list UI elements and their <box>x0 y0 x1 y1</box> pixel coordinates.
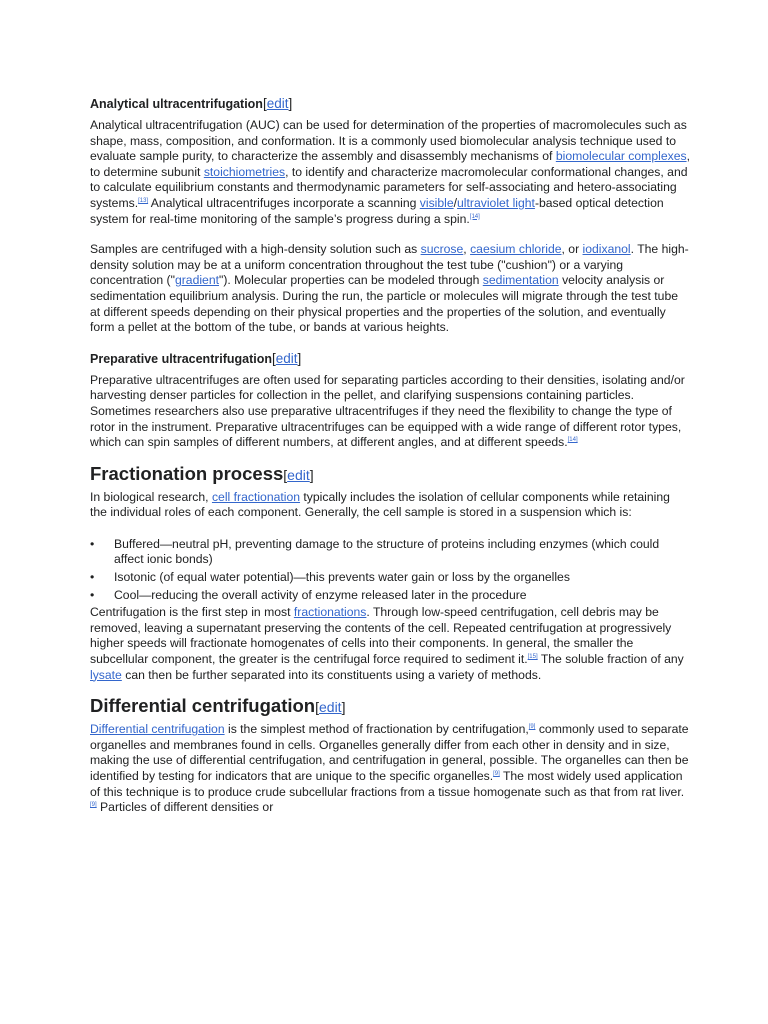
link-sedimentation[interactable]: sedimentation <box>482 273 559 288</box>
list-item <box>90 537 690 568</box>
citation-link[interactable]: [9] <box>493 771 500 777</box>
list-item-text: Isotonic (of equal water potential)—this prevents water gain or loss by the organelles <box>114 570 570 585</box>
text: , <box>463 242 471 257</box>
text: typically includes the isolation of cellular components while retaining the individual roles of each component. Generally, the cell sample is stored in a suspension which is: <box>90 489 670 520</box>
edit-link-wrapper: [edit] <box>272 350 302 366</box>
link-iodixanol[interactable]: iodixanol <box>582 242 631 257</box>
section-heading <box>90 351 690 367</box>
section-differential-centrifugation <box>90 695 690 816</box>
reference-14 <box>470 214 480 220</box>
reference-14 <box>568 437 578 443</box>
citation-link[interactable]: [15] <box>527 654 538 661</box>
bullet-icon: • <box>90 587 95 602</box>
heading-text: Analytical ultracentrifugation <box>90 97 263 111</box>
edit-link-wrapper: [edit] <box>315 699 346 716</box>
reference-15 <box>528 654 538 660</box>
text: , to determine subunit <box>90 149 690 179</box>
text: / <box>453 195 458 210</box>
text: Preparative ultracentrifuges are often used for separating particles according to their densities, isolating and/or harvesting denser particles for collection in the pellet, and clarifying suspensions containing particles. Sometimes researchers also use preparative ultracentrifuges if they need the flexibility to change the type of rotor in the instrument. Preparative ultracentrifuges can be equipped with a wide range of different rotor types, which can spin samples of different numbers, at different angles, and at different speeds. <box>90 372 685 450</box>
edit-link[interactable]: edit <box>275 350 298 366</box>
paragraph <box>90 373 690 451</box>
text: . The high-density solution may be at a uniform concentration throughout the test tube ("cushion") or a varying concentration (" <box>90 242 689 288</box>
heading-text: Differential centrifugation <box>90 695 316 717</box>
suspension-properties-list <box>90 537 690 603</box>
paragraph <box>90 118 690 227</box>
section-preparative-ultracentrifugation <box>90 351 690 451</box>
link-cell-fractionation[interactable]: cell fractionation <box>211 489 301 504</box>
section-fractionation-process <box>90 463 690 684</box>
link-lysate[interactable]: lysate <box>90 667 122 682</box>
article-body <box>90 96 690 816</box>
edit-link[interactable]: edit <box>319 699 342 716</box>
link-caesium-chloride[interactable]: caesium chloride <box>470 242 562 257</box>
bullet-icon: • <box>90 536 95 551</box>
citation-link[interactable]: [9] <box>528 724 536 731</box>
text: Analytical ultracentrifuges incorporate a scanning <box>148 195 420 210</box>
citation-link[interactable]: [14] <box>469 213 480 220</box>
edit-link-wrapper: [edit] <box>283 466 314 483</box>
list-item <box>90 588 690 604</box>
text: , to identify and characterize macromolecular conformational changes, and to calculate equilibrium constants and thermodynamic parameters for self-associating and hetero-associating systems. <box>90 164 688 210</box>
citation-link[interactable]: [14] <box>567 437 578 444</box>
heading-text: Preparative ultracentrifugation <box>90 351 272 366</box>
text: is the simplest method of fractionation by centrifugation, <box>224 722 529 737</box>
text: , or <box>561 242 583 257</box>
reference-9 <box>90 802 97 808</box>
edit-link[interactable]: edit <box>266 96 289 111</box>
link-fractionations[interactable]: fractionations <box>293 605 367 620</box>
text: Particles of different densities or <box>96 800 274 815</box>
paragraph <box>90 242 690 336</box>
text: The most widely used application of this technique is to produce crude subcellular fractions from a tissue homogenate such as that from rat liver. <box>90 769 685 799</box>
link-stoichiometries[interactable]: stoichiometries <box>203 164 286 179</box>
list-item <box>90 570 690 586</box>
text: Analytical ultracentrifugation (AUC) can be used for determination of the properties of macromolecules such as shape, mass, composition, and conformation. It is a commonly used biomolecular analysis technique used to evaluate sample purity, to characterize the assembly and disassembly mechanisms of <box>90 118 687 164</box>
text: The soluble fraction of any <box>537 652 684 667</box>
reference-13 <box>138 198 148 204</box>
section-analytical-ultracentrifugation <box>90 96 690 336</box>
text: commonly used to separate organelles and membranes found in cells. Organelles generally differ from each other in density and in size, making the use of differential centrifugation, and centrifugation in general, possible. The organelles can then be identified by testing for indicators that are unique to the specific organelles. <box>90 722 689 783</box>
text: can then be further separated into its constituents using a variety of methods. <box>121 667 542 682</box>
link-gradient[interactable]: gradient <box>174 273 219 288</box>
link-ultraviolet-light[interactable]: ultraviolet light <box>457 195 535 210</box>
link-differential-centrifugation[interactable]: Differential centrifugation <box>90 722 225 737</box>
text: In biological research, <box>90 489 212 504</box>
list-item-text: Cool—reducing the overall activity of enzyme released later in the procedure <box>114 587 527 602</box>
section-heading <box>90 695 690 718</box>
reference-9 <box>493 771 500 777</box>
list-item-text: Buffered—neutral pH, preventing damage to the structure of proteins including enzymes (which could affect ionic bonds) <box>114 536 660 567</box>
edit-link-wrapper: [edit] <box>262 96 293 111</box>
paragraph <box>90 605 690 683</box>
text: Samples are centrifuged with a high-density solution such as <box>90 242 421 257</box>
text: "). Molecular properties can be modeled through <box>219 273 483 288</box>
paragraph <box>90 490 690 521</box>
section-heading <box>90 96 690 112</box>
edit-link[interactable]: edit <box>287 466 310 483</box>
citation-link[interactable]: [13] <box>138 197 149 204</box>
link-biomolecular-complexes[interactable]: biomolecular complexes <box>555 149 687 164</box>
link-visible[interactable]: visible <box>419 195 454 210</box>
paragraph <box>90 722 690 816</box>
section-heading <box>90 463 690 486</box>
citation-link[interactable]: [9] <box>90 802 97 809</box>
link-sucrose[interactable]: sucrose <box>420 242 464 257</box>
text: velocity analysis or sedimentation equilibrium analysis. During the run, the particle or molecules will migrate through the test tube at different speeds depending on their physical properties and the properties of the solution, and eventually form a pellet at the bottom of the tube, or bands at various heights. <box>90 273 679 335</box>
heading-text: Fractionation process <box>90 462 284 484</box>
text: . Through low-speed centrifugation, cell debris may be removed, leaving a supernatant preserving the contents of the cell. Repeated centrifugation at progressively higher speeds will fractionate homogenates of cells into their components. In general, the smaller the subcellular component, the greater is the centrifugal force required to sediment it. <box>90 605 672 667</box>
bullet-icon: • <box>90 570 95 585</box>
text: -based optical detection system for real-time monitoring of the sample’s progress during a spin. <box>90 195 664 226</box>
text: Centrifugation is the first step in most <box>90 605 294 620</box>
